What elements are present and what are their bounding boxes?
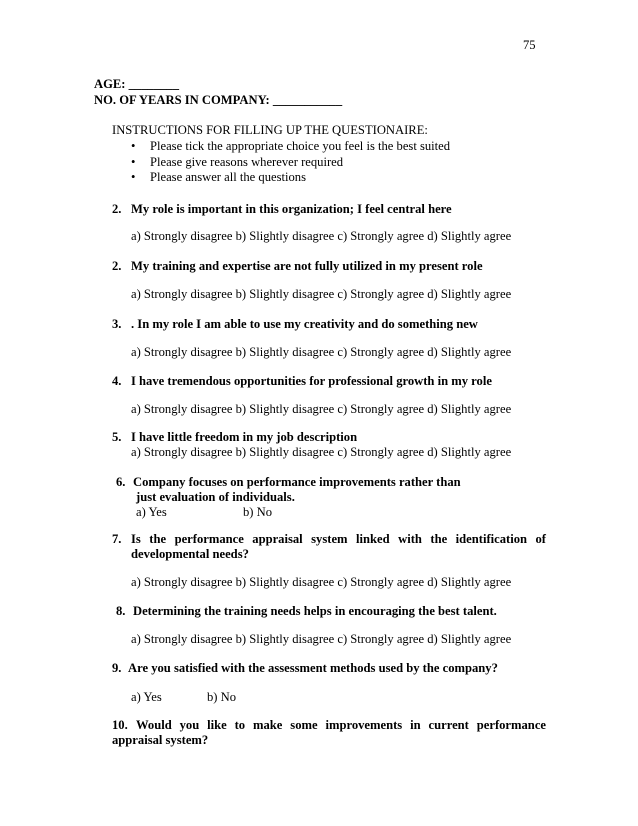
answer-options: a) Strongly disagree b) Slightly disagree c) Strongly agree d) Slightly agree <box>131 287 512 301</box>
bullet-icon: • <box>131 139 136 153</box>
question-number: 4. <box>112 374 122 388</box>
question-text-line1: Is the performance appraisal system linked with the identification of <box>131 532 546 546</box>
question-number: 2. <box>112 202 122 216</box>
question-number: 5. <box>112 430 122 444</box>
question-number: 8. <box>116 604 126 618</box>
instruction-item: Please tick the appropriate choice you feel is the best suited <box>150 139 451 153</box>
age-field: AGE: ________ <box>94 77 180 91</box>
question-text: Are you satisfied with the assessment methods used by the company? <box>128 661 498 675</box>
answer-options: a) Strongly disagree b) Slightly disagree c) Strongly agree d) Slightly agree <box>131 632 512 646</box>
question-number: 3. <box>112 317 122 331</box>
option-yes: a) Yes <box>131 690 162 704</box>
question-text-line1: Company focuses on performance improvements rather than <box>133 475 461 489</box>
option-yes: a) Yes <box>136 505 167 519</box>
question-number: 7. <box>112 532 122 546</box>
question-text-line2: developmental needs? <box>131 547 249 561</box>
question-text: I have little freedom in my job description <box>131 430 358 444</box>
option-no: b) No <box>207 690 237 704</box>
question-text: Determining the training needs helps in encouraging the best talent. <box>133 604 497 618</box>
question-text: My training and expertise are not fully utilized in my present role <box>131 259 483 273</box>
answer-options: a) Strongly disagree b) Slightly disagree c) Strongly agree d) Slightly agree <box>131 402 512 416</box>
answer-options: a) Strongly disagree b) Slightly disagree c) Strongly agree d) Slightly agree <box>131 445 512 459</box>
page-number: 75 <box>523 38 536 52</box>
question-text-line1: Would you like to make some improvements in current performance <box>136 718 546 732</box>
question-number: 10. <box>112 718 128 732</box>
instructions-title: INSTRUCTIONS FOR FILLING UP THE QUESTIONAIRE: <box>112 123 428 137</box>
question-text-line2: appraisal system? <box>112 733 209 747</box>
instruction-item: Please answer all the questions <box>150 170 306 184</box>
option-no: b) No <box>243 505 273 519</box>
answer-options: a) Strongly disagree b) Slightly disagree c) Strongly agree d) Slightly agree <box>131 345 512 359</box>
bullet-icon: • <box>131 155 136 169</box>
question-number: 6. <box>116 475 126 489</box>
instruction-item: Please give reasons wherever required <box>150 155 344 169</box>
question-number: 9. <box>112 661 122 675</box>
answer-options: a) Strongly disagree b) Slightly disagree c) Strongly agree d) Slightly agree <box>131 575 512 589</box>
question-text: . In my role I am able to use my creativity and do something new <box>131 317 478 331</box>
years-in-company-field: NO. OF YEARS IN COMPANY: ___________ <box>94 93 343 107</box>
answer-options: a) Strongly disagree b) Slightly disagree c) Strongly agree d) Slightly agree <box>131 229 512 243</box>
question-number: 2. <box>112 259 122 273</box>
question-text-line2: just evaluation of individuals. <box>136 490 295 504</box>
bullet-icon: • <box>131 170 136 184</box>
question-text: My role is important in this organization; I feel central here <box>131 202 452 216</box>
question-text: I have tremendous opportunities for professional growth in my role <box>131 374 492 388</box>
